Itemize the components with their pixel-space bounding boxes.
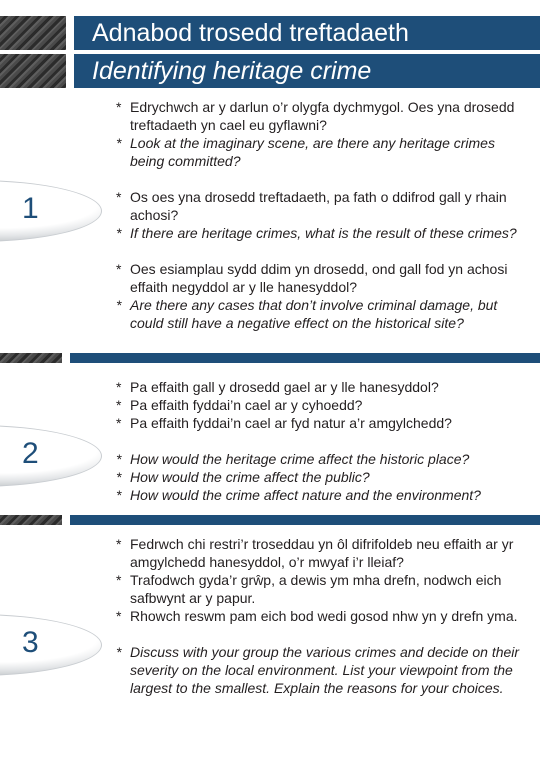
section-number: 1	[22, 192, 39, 225]
list-item: * Look at the imaginary scene, are there any heritage crimes being committed?	[116, 134, 520, 170]
section-1-list	[116, 98, 520, 332]
header-band-welsh	[0, 16, 540, 50]
list-item: * Pa effaith fyddai’n cael ar y cyhoedd?	[116, 396, 520, 414]
stone-texture	[0, 515, 62, 525]
section-ring	[0, 425, 102, 487]
list-item: * How would the crime affect nature and the environment?	[116, 486, 520, 504]
list-item: * How would the heritage crime affect the historic place?	[116, 450, 520, 468]
stone-texture	[0, 353, 62, 363]
stone-texture	[0, 54, 66, 88]
list-item: * If there are heritage crimes, what is the result of these crimes?	[116, 224, 520, 242]
section-number: 2	[22, 437, 39, 470]
section-ring	[0, 180, 102, 242]
section-number: 3	[22, 626, 39, 659]
list-item: * Are there any cases that don’t involve criminal damage, but could still have a negative effect on the historical site?	[116, 296, 520, 332]
section-divider	[0, 353, 540, 363]
section-divider	[0, 515, 540, 525]
list-item: * Pa effaith fyddai’n cael ar fyd natur a’r amgylchedd?	[116, 414, 520, 432]
section-ring	[0, 614, 102, 676]
page-title-english: Identifying heritage crime	[74, 54, 540, 88]
section-2-list	[116, 378, 520, 504]
divider-bar	[70, 353, 540, 363]
list-item: * Fedrwch chi restri’r troseddau yn ôl difrifoldeb neu effaith ar yr amgylchedd hanesyddol, o’r mwyaf i’r lleiaf?	[116, 535, 520, 571]
header-band-english	[0, 54, 540, 88]
stone-texture	[0, 16, 66, 50]
section-3-list	[116, 535, 520, 697]
list-item: * Rhowch reswm pam eich bod wedi gosod nhw yn y drefn yma.	[116, 607, 520, 625]
list-item: * Pa effaith gall y drosedd gael ar y lle hanesyddol?	[116, 378, 520, 396]
list-item: * Os oes yna drosedd treftadaeth, pa fath o ddifrod gall y rhain achosi?	[116, 188, 520, 224]
list-item: * Discuss with your group the various crimes and decide on their severity on the local environment. List your viewpoint from the largest to the smallest. Explain the reasons for your choices.	[116, 643, 520, 697]
page-title-welsh: Adnabod trosedd treftadaeth	[74, 16, 540, 50]
list-item: * Edrychwch ar y darlun o’r olygfa dychmygol. Oes yna drosedd treftadaeth yn cael eu gyflawni?	[116, 98, 520, 134]
list-item: * Trafodwch gyda’r grŵp, a dewis ym mha drefn, nodwch eich safbwynt ar y papur.	[116, 571, 520, 607]
list-item: * Oes esiamplau sydd ddim yn drosedd, ond gall fod yn achosi effaith negyddol ar y lle hanesyddol?	[116, 260, 520, 296]
divider-bar	[70, 515, 540, 525]
list-item: * How would the crime affect the public?	[116, 468, 520, 486]
